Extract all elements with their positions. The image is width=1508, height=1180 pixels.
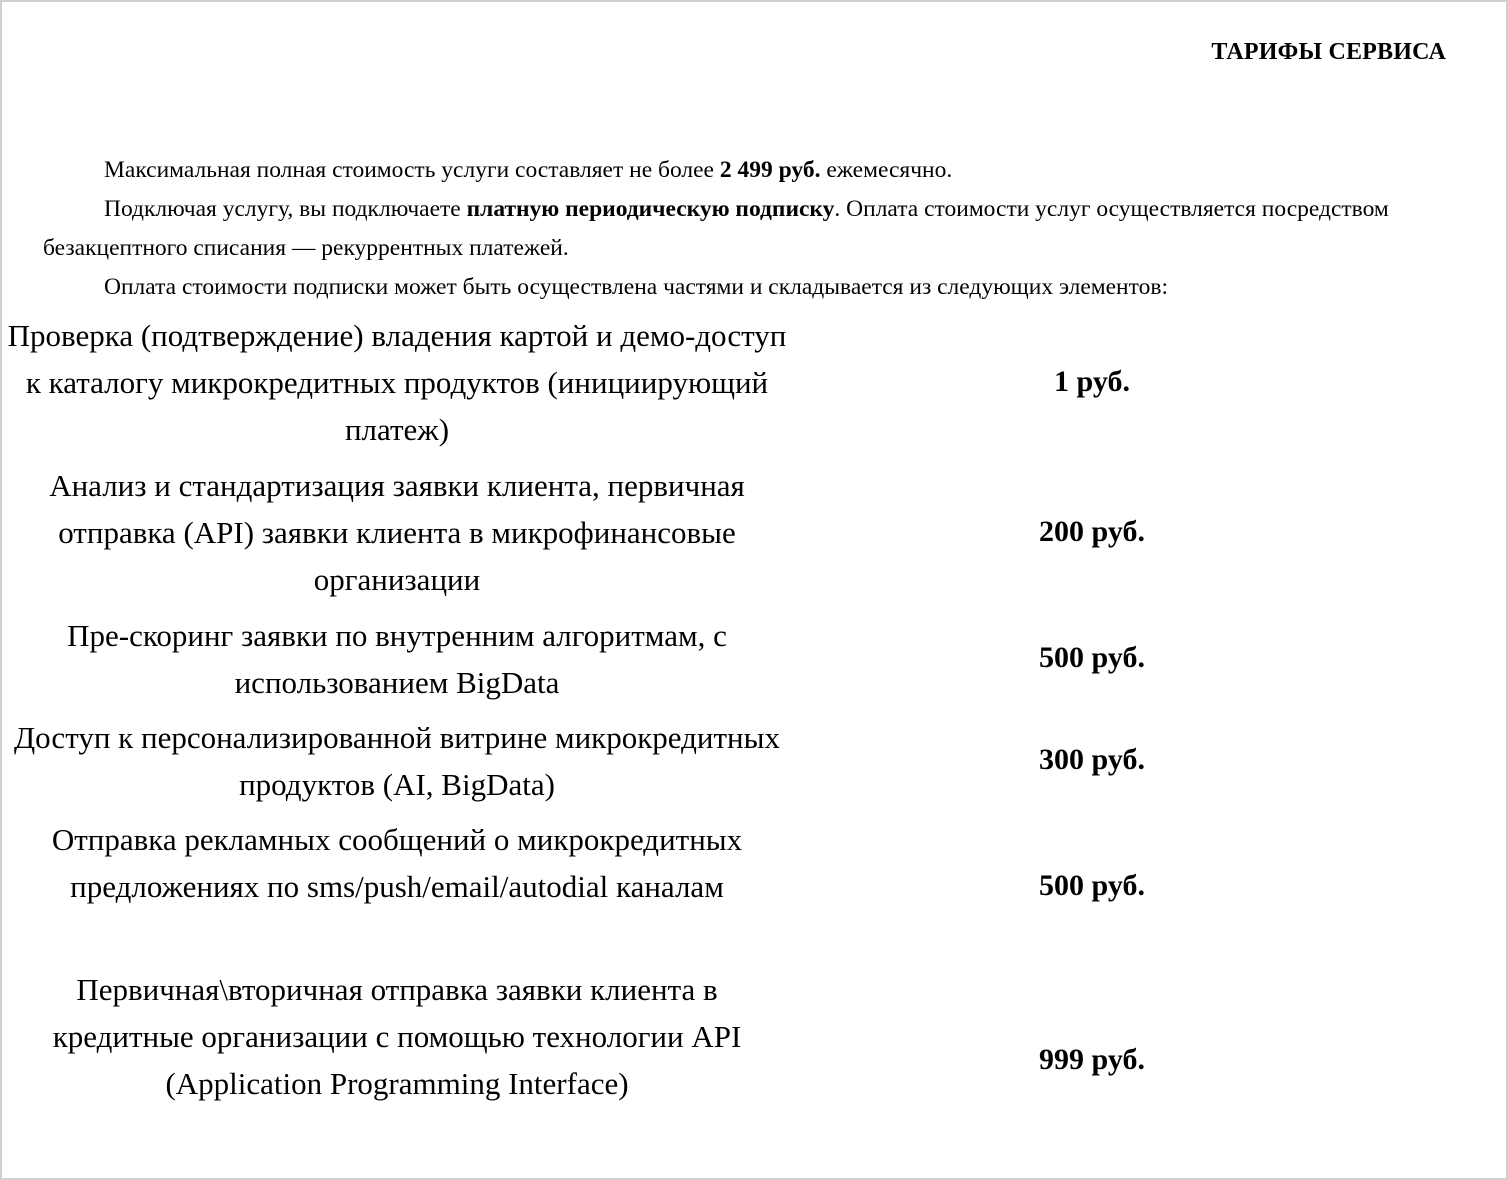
tariff-price: 999 руб. <box>1039 1043 1145 1076</box>
tariff-row <box>2 462 1508 612</box>
intro-text: . Оплата стоимости услуг осуществляется посредством безакцептного списания — рекуррентных платежей. <box>43 196 1389 261</box>
document-title: ТАРИФЫ СЕРВИСА <box>1211 39 1446 65</box>
intro-text: ежемесячно. <box>820 157 953 183</box>
tariff-row <box>2 816 1508 966</box>
intro-paragraph-parts: Оплата стоимости подписки может быть осуществлена частями и складывается из следующих элементов: <box>104 274 1168 300</box>
intro-text: Максимальная полная стоимость услуги составляет не более <box>104 157 720 183</box>
tariff-row <box>2 312 1508 462</box>
tariff-description: Анализ и стандартизация заявки клиента, первичная отправка (API) заявки клиента в микрофинансовые организации <box>49 468 745 597</box>
tariff-row <box>2 966 1508 1164</box>
tariff-description: Отправка рекламных сообщений о микрокредитных предложениях по sms/push/email/autodial каналам <box>51 822 743 904</box>
subscription-emphasis: платную периодическую подписку <box>466 196 835 222</box>
tariff-price: 1 руб. <box>1054 365 1130 398</box>
tariff-price: 300 руб. <box>1039 743 1145 776</box>
tariff-description: Первичная\вторичная отправка заявки клиента в кредитные организации с помощью технологии API (Application Programming Interface) <box>52 972 742 1101</box>
tariff-price: 500 руб. <box>1039 869 1145 902</box>
tariff-description: Проверка (подтверждение) владения картой и демо-доступ к каталогу микрокредитных продуктов (инициирующий платеж) <box>7 318 787 447</box>
tariff-description: Доступ к персонализированной витрине микрокредитных продуктов (AI, BigData) <box>14 720 780 802</box>
tariff-price: 500 руб. <box>1039 641 1145 674</box>
max-cost-value: 2 499 руб. <box>719 157 821 183</box>
tariff-list <box>2 312 1508 1164</box>
tariff-row <box>2 612 1508 714</box>
intro-paragraph-subscription <box>43 190 1423 268</box>
tariff-description: Пре-скоринг заявки по внутренним алгоритмам, с использованием BigData <box>67 618 727 700</box>
tariff-row <box>2 714 1508 816</box>
intro-text: Подключая услугу, вы подключаете <box>104 196 467 222</box>
intro-section <box>43 151 1423 307</box>
intro-paragraph-max-cost <box>43 151 1423 190</box>
tariff-price: 200 руб. <box>1039 515 1145 548</box>
